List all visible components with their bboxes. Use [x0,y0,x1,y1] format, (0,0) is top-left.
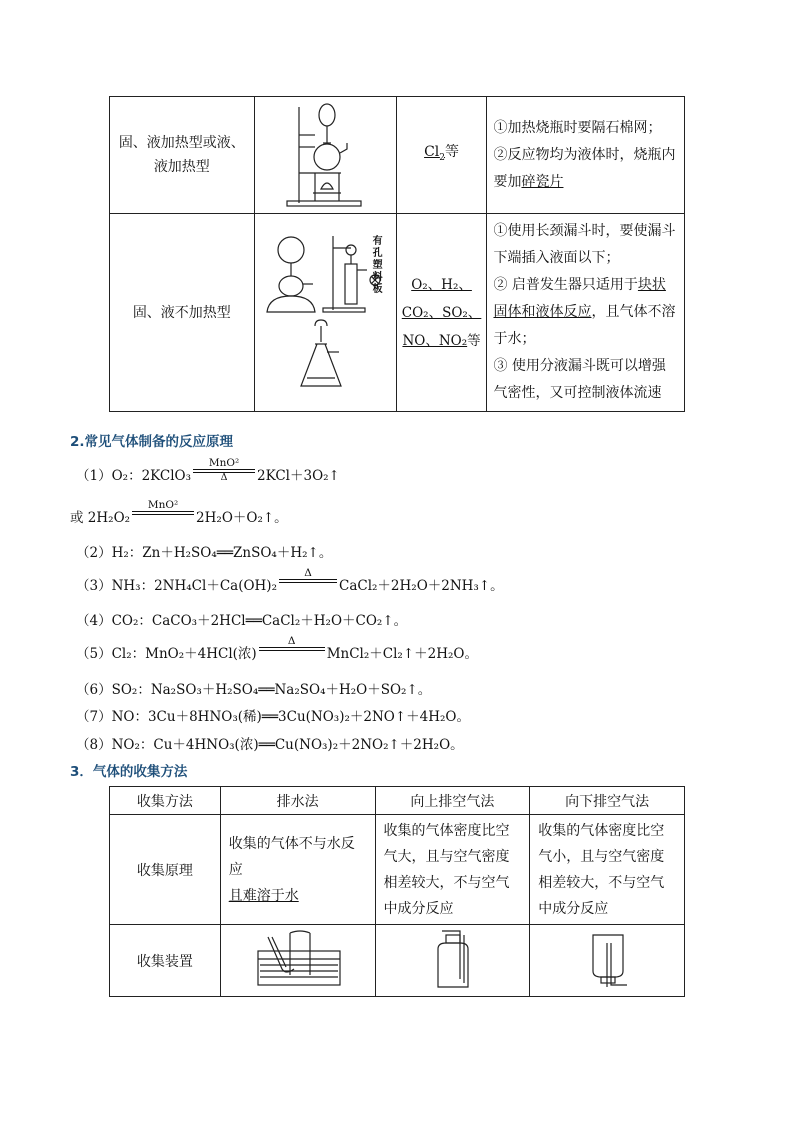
section-title: 3．气体的收集方法 [70,764,188,780]
note-fragment: ② 启普发生器只适用于 [493,277,638,293]
table-row [110,214,685,412]
principle-cell: 收集的气体密度比空气小，且与空气密度相差较大，不与空气中成分反应 [530,815,685,925]
equation-text: 或 2H₂O₂ [70,510,131,526]
plate-label-char: 塑 [372,260,383,271]
equation-7: （7）NO：3Cu＋8HNO₃(稀)══3Cu(NO₃)₂＋2NO↑＋4H₂O。 [76,709,470,725]
reaction-condition [193,458,255,483]
heated-flask-apparatus-image [285,97,365,209]
note-underlined: 碎瓷片 [521,173,564,190]
device-cell [530,925,685,997]
gas-suffix: 等 [445,144,460,161]
equation-text: （5）Cl₂：MnO₂＋4HCl(浓) [76,646,257,662]
column-header: 排水法 [220,787,375,815]
equation-text: （3）NH₃：2NH₄Cl＋Ca(OH)₂ [76,578,277,594]
reaction-condition [259,636,325,661]
column-header: 向上排空气法 [375,787,530,815]
gas-list-text: NO、NO₂ [402,332,468,349]
gas-list-line [397,327,487,355]
column-header: 向下排空气法 [530,787,685,815]
equation-4: （4）CO₂：CaCO₃＋2HCl══CaCl₂＋H₂O＋CO₂↑。 [76,613,408,629]
condition-catalyst: MnO² [208,457,240,469]
plate-label [373,236,385,296]
note-text: ①使用长颈漏斗时，要使漏斗下端插入液面以下； [493,223,676,266]
category-cell [110,214,255,412]
note-text: ③ 使用分液漏斗既可以增强气密性，又可控制液体流速 [493,358,666,401]
principle-cell [220,815,375,925]
water-displacement-image [248,929,348,989]
equation-5 [76,636,478,662]
principle-cell: 收集的气体密度比空气大，且与空气密度相差较大，不与空气中成分反应 [375,815,530,925]
gas-collection-table [109,786,685,997]
equation-text: CaCl₂＋2H₂O＋2NH₃↑。 [338,578,504,594]
device-cell [375,925,530,997]
gas-generation-table [109,96,685,412]
note-text [493,272,678,353]
table-row [110,815,685,925]
column-header: 收集方法 [110,787,221,815]
plate-label-char: 料 [372,272,383,283]
gas-suffix: 等 [467,332,481,349]
equation-1 [76,458,340,484]
note-text: ①加热烧瓶时要隔石棉网； [493,119,662,136]
gas-name: Cl [424,144,440,161]
gas-list-line: CO₂、SO₂、 [401,304,482,321]
row-label: 收集原理 [110,815,221,925]
equation-text: （1）O₂：2KClO₃ [76,468,192,484]
equation-3 [76,568,504,594]
category-text: 液加热型 [153,159,210,175]
reaction-condition [279,568,337,593]
gas-cell [396,214,487,412]
apparatus-cell [254,97,396,214]
condition-heat: Δ [304,567,312,579]
table-header-row [110,787,685,815]
table-row [110,925,685,997]
note-cell [487,214,685,412]
plate-label-char: 孔 [372,248,383,259]
principle-underlined: 且难溶于水 [228,887,299,904]
note-fragment: ，且气体不溶于水； [493,304,676,347]
downward-air-displacement-image [577,927,637,991]
note-text: ②反应物均为液体时，烧瓶内 [493,146,676,163]
equation-2: （2）H₂：Zn＋H₂SO₄══ZnSO₄＋H₂↑。 [76,545,333,561]
reaction-condition [132,500,194,525]
row-label: 收集装置 [110,925,221,997]
principle-text: 收集的气体不与水反应 [228,835,355,878]
note-text [493,169,678,196]
plate-label-char: 板 [372,284,383,295]
table-row [110,97,685,214]
plate-label-char: 有 [372,236,383,247]
gas-subscript: 2 [439,152,446,163]
equation-6: （6）SO₂：Na₂SO₃＋H₂SO₄══Na₂SO₄＋H₂O＋SO₂↑。 [76,682,432,698]
note-fragment: 要加 [493,173,522,190]
device-cell [220,925,375,997]
gas-cell [396,97,487,214]
gas-list-line: O₂、H₂、 [411,276,472,293]
upward-air-displacement-image [422,927,482,991]
category-text: 固、液不加热型 [132,304,231,321]
condition-heat: Δ [220,472,228,483]
section-title: 2.常见气体制备的反应原理 [70,434,234,450]
category-cell [110,97,255,214]
equation-text: 2H₂O＋O₂↑。 [196,510,288,526]
equation-8: （8）NO₂：Cu＋4HNO₃(浓)══Cu(NO₃)₂＋2NO₂↑＋2H₂O。 [76,737,464,753]
category-text: 固、液加热型或液、 [118,135,245,151]
note-cell [487,97,685,214]
equation-text: MnCl₂＋Cl₂↑＋2H₂O。 [326,646,478,662]
apparatus-cell [254,214,396,412]
condition-catalyst: MnO² [147,499,179,511]
note-underlined: 块状固体和液体反应 [493,277,666,320]
equation-text: 2KCl＋3O₂↑ [257,468,340,484]
condition-heat: Δ [287,635,296,647]
equation-1b [70,500,288,526]
